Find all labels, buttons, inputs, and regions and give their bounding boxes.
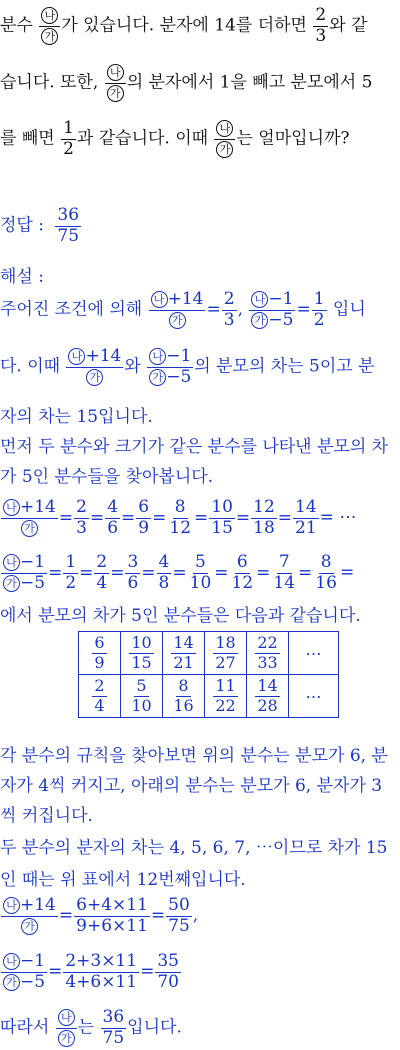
equals-sign: = — [89, 507, 105, 528]
fraction: $\frac{14}{28}$ — [257, 676, 278, 715]
table-cell-ellipsis: ⋯ — [289, 675, 339, 718]
solution-line-1: 주어진 조건에 의해 $\frac{\text{나 +14}}{\text{가}}$ = $\frac{2}{3}$ , $\frac{\text{나 −1}}{\text{가 −5}}$ = $\frac{1}{2}$ 입니 — [0, 289, 366, 330]
question-text: 가 있습니다. 분자에 14를 더하면 — [61, 15, 307, 36]
fraction: $\frac{8}{12}$ — [169, 497, 192, 538]
solution-label: 해설 : — [0, 267, 44, 287]
fraction: $\frac{3}{6}$ — [127, 552, 139, 593]
fraction-1-2: $\frac{1}{2}$ — [63, 118, 74, 159]
table-cell — [163, 632, 205, 675]
fraction-na-over-ga: $\frac{\text{나}}{\text{가}}$ — [105, 63, 126, 103]
fraction-na-minus1-over-ga-minus5: $\frac{\text{나 −1}}{\text{가 −5}}$ — [1, 553, 47, 593]
solution-line-10: 두 분수의 분자의 차는 4, 5, 6, 7, ⋯이므로 차가 15 — [0, 838, 388, 858]
equals-sign: = — [172, 562, 187, 583]
question-text: 습니다. 또한, — [0, 72, 99, 93]
fraction: $\frac{8}{16}$ — [315, 552, 337, 593]
answer-fraction: $\frac{36}{75}$ — [57, 205, 80, 246]
calc-fraction: $\frac{2+3\times 11}{4+6\times 11}$ — [65, 951, 138, 992]
fraction-na-minus1-over-ga-minus5: $\frac{\text{나 −1}}{\text{가 −5}}$ — [249, 290, 295, 330]
question-text: 를 빼면 — [0, 128, 55, 149]
solution-line-5: 가 5인 분수들을 찾아봅니다. — [0, 467, 214, 487]
fraction: $\frac{6}{9}$ — [94, 633, 105, 672]
fraction-na-minus1-over-ga-minus5: $\frac{\text{나 −1}}{\text{가 −5}}$ — [147, 347, 193, 387]
fraction: $\frac{6}{9}$ — [138, 497, 150, 538]
calc-fraction: $\frac{6+4\times 11}{9+6\times 11}$ — [76, 895, 148, 936]
answer-line — [0, 206, 82, 246]
equals-sign: = — [277, 507, 293, 528]
calc-result: $\frac{50}{75}$ — [168, 895, 190, 936]
table-cell — [121, 632, 163, 675]
table-cell-ellipsis: ⋯ — [289, 632, 339, 675]
fraction: $\frac{12}{18}$ — [253, 497, 275, 538]
final-line — [0, 1008, 182, 1048]
fraction-na-plus14-over-ga: $\frac{\text{나 +14}}{\text{가}}$ — [1, 498, 58, 538]
question-line-3 — [0, 119, 350, 159]
fraction: $\frac{2}{4}$ — [96, 552, 108, 593]
equals-sign: = — [48, 562, 63, 583]
fraction-na-plus14-over-ga: $\frac{\text{나 +14}}{\text{가}}$ — [66, 347, 123, 387]
fraction-na-plus14-over-ga: $\frac{\text{나 +14}}{\text{가}}$ — [1, 896, 58, 936]
solution-line-7: 각 분수의 규칙을 찾아보면 위의 분수는 분모가 6, 분 — [0, 746, 388, 766]
equals-sign: = — [298, 562, 313, 583]
solution-text: 의 분모의 차는 5이고 분 — [194, 356, 375, 377]
question-text: 과 같습니다. 이때 — [76, 128, 209, 149]
equals-sign: = — [58, 507, 74, 528]
fraction-na-plus14-over-ga: $\frac{\text{나 +14}}{\text{가}}$ — [149, 290, 206, 330]
symbol-ga: 가 — [41, 28, 58, 45]
solution-text: 따라서 — [0, 1017, 50, 1038]
solution-text: 는 — [77, 1017, 95, 1038]
equals-sign: = — [194, 507, 209, 528]
solution-line-11: 인 때는 위 표에서 12번째입니다. — [0, 870, 246, 890]
fraction-1-2: $\frac{1}{2}$ — [313, 289, 325, 330]
question-text: 는 얼마입니까? — [236, 128, 350, 149]
fraction: $\frac{2}{4}$ — [94, 676, 105, 715]
fraction: $\frac{10}{15}$ — [211, 497, 233, 538]
table-row — [79, 632, 339, 675]
fraction: $\frac{5}{10}$ — [131, 676, 152, 715]
solution-text: 주어진 조건에 의해 — [0, 299, 143, 320]
table-cell — [79, 675, 121, 718]
fraction: $\frac{1}{2}$ — [65, 552, 77, 593]
fraction: $\frac{6}{12}$ — [231, 552, 254, 593]
equals-sign: = — [214, 562, 229, 583]
question-text: 의 분자에서 1을 빼고 분모에서 5 — [126, 72, 373, 93]
fraction: $\frac{14}{21}$ — [173, 633, 194, 672]
fraction: $\frac{5}{10}$ — [189, 552, 212, 593]
series-tail: = ⋯ — [319, 507, 357, 528]
question-text: 와 같 — [329, 15, 368, 36]
equivalent-series-1 — [0, 498, 356, 538]
equivalent-series-2 — [0, 553, 354, 593]
calc-result: $\frac{35}{70}$ — [157, 951, 179, 992]
solution-text: 와 — [124, 356, 141, 377]
table-row — [79, 675, 339, 718]
fraction-2-3: $\frac{2}{3}$ — [315, 5, 327, 46]
question-line-2 — [0, 63, 372, 103]
final-fraction: $\frac{36}{75}$ — [102, 1007, 125, 1048]
table-cell — [121, 675, 163, 718]
calculation-1: $\frac{\text{나 +14}}{\text{가}}$ = $\frac{6+4\times 11}{9+6\times 11}$ = $\frac{50}{75}$ , — [0, 896, 198, 936]
solution-line-9: 씩 커집니다. — [0, 806, 93, 826]
fraction-na-over-ga — [39, 6, 60, 46]
fraction-table — [78, 631, 339, 718]
table-cell — [205, 675, 247, 718]
table-cell — [79, 632, 121, 675]
table-cell — [163, 675, 205, 718]
fraction: $\frac{4}{8}$ — [158, 552, 170, 593]
calculation-2: $\frac{\text{나 −1}}{\text{가 −5}}$ = $\frac{2+3\times 11}{4+6\times 11}$ = $\frac{35}{70}$ — [0, 952, 182, 992]
fraction-na-over-ga: $\frac{\text{나}}{\text{가}}$ — [214, 119, 235, 159]
answer-label: 정답 : — [0, 215, 44, 236]
solution-text: 다. 이때 — [0, 356, 61, 377]
solution-text: 입니다. — [127, 1017, 182, 1038]
table-cell — [247, 675, 289, 718]
solution-line-3: 자의 차는 15입니다. — [0, 407, 153, 427]
fraction-na-over-ga: $\frac{\text{나}}{\text{가}}$ — [56, 1008, 77, 1048]
fraction: $\frac{8}{16}$ — [173, 676, 194, 715]
equals-sign: = — [256, 562, 271, 583]
solution-line-8: 자가 4씩 커지고, 아래의 분수는 분모가 6, 분자가 3 — [0, 776, 383, 796]
equals-sign: = — [235, 507, 251, 528]
equals-sign: = — [79, 562, 94, 583]
fraction: $\frac{10}{15}$ — [131, 633, 152, 672]
equals-sign: = — [152, 507, 167, 528]
question-line-1 — [0, 6, 367, 46]
solution-line-2 — [0, 347, 375, 387]
solution-line-6: 에서 분모의 차가 5인 분수들은 다음과 같습니다. — [0, 606, 361, 626]
symbol-na: 나 — [41, 7, 58, 24]
equals-sign: = — [141, 562, 156, 583]
question-text: 분수 — [0, 15, 33, 36]
solution-text: 입니 — [332, 299, 366, 320]
fraction: $\frac{22}{33}$ — [257, 633, 278, 672]
fraction: $\frac{18}{27}$ — [215, 633, 236, 672]
fraction: $\frac{11}{22}$ — [215, 676, 236, 715]
table-cell — [247, 632, 289, 675]
fraction-2-3: $\frac{2}{3}$ — [223, 289, 235, 330]
fraction: $\frac{4}{6}$ — [107, 497, 119, 538]
equals-sign: = — [110, 562, 125, 583]
fraction-na-minus1-over-ga-minus5: $\frac{\text{나 −1}}{\text{가 −5}}$ — [1, 952, 47, 992]
solution-line-4: 먼저 두 분수와 크기가 같은 분수를 나타낸 분모의 차 — [0, 437, 389, 457]
equals-sign: = — [121, 507, 136, 528]
fraction: $\frac{2}{3}$ — [76, 497, 87, 538]
table-cell — [205, 632, 247, 675]
series-tail: = — [339, 562, 355, 583]
fraction: $\frac{7}{14}$ — [273, 552, 296, 593]
fraction: $\frac{14}{21}$ — [295, 497, 317, 538]
